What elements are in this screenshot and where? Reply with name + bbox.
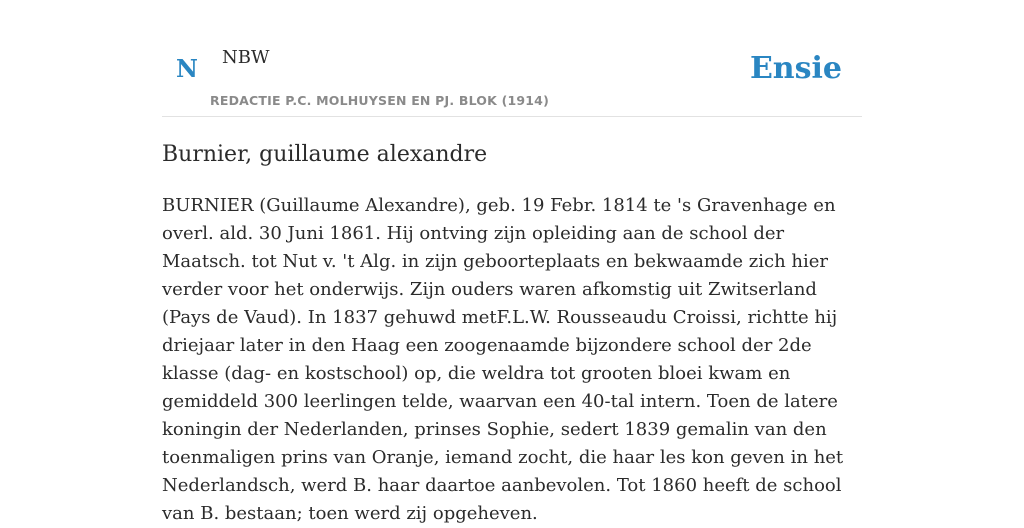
article-body: BURNIER (Guillaume Alexandre), geb. 19 Febr. 1814 te 's Gravenhage en overl. ald. 30 Juni 1861. Hij ontving zijn opleiding aan de school der Maatsch. tot Nut v. 't Alg. in zijn geboorteplaats en bekwaamde zich hier verder voor het onderwijs. Zijn ouders waren afkomstig uit Zwitserland (Pays de Vaud). In 1837 gehuwd metF.L.W. Rousseaudu Croissi, richtte hij driejaar later in den Haag een zoogenaamde bijzondere school der 2de klasse (dag- en kostschool) op, die weldra tot grooten bloei kwam en gemiddeld 300 leerlingen telde, waarvan een 40-tal intern. Toen de latere koningin der Nederlanden, prinses Sophie, sedert 1839 gemalin van den toenmaligen prins van Oranje, iemand zocht, die haar les kon geven in het Nederlandsch, werd B. haar daartoe aanbevolen. Tot 1860 heeft de school van B. bestaan; toen werd zij opgeheven. bbox=[162, 195, 844, 524]
source-logo[interactable]: N bbox=[176, 54, 198, 83]
source-name[interactable]: NBW bbox=[222, 47, 270, 68]
header bbox=[162, 0, 862, 117]
page-title: Burnier, guillaume alexandre bbox=[162, 142, 488, 167]
source-editors: REDACTIE P.C. MOLHUYSEN EN PJ. BLOK (1914) bbox=[210, 93, 549, 108]
brand-logo[interactable]: Ensie bbox=[749, 51, 842, 86]
